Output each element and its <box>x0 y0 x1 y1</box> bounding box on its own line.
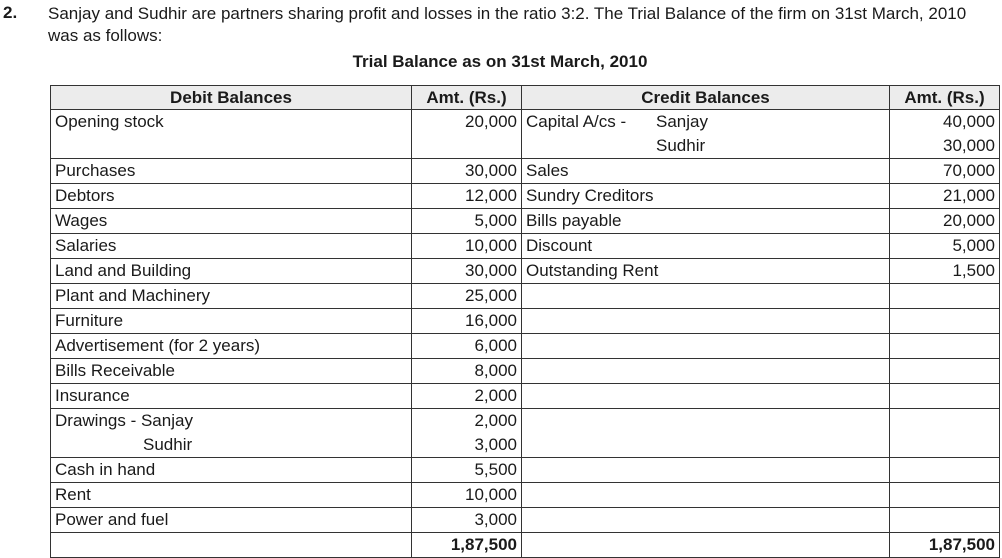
debit-amount-cell: 30,000 <box>412 259 522 284</box>
credit-amount-cell: 1,500 <box>890 259 1000 284</box>
table-row <box>51 458 1000 483</box>
credit-cell-empty <box>522 359 890 384</box>
debit-cell: Debtors <box>51 184 412 209</box>
capital-amount-cell <box>890 110 1000 159</box>
question-number: 2. <box>3 3 18 22</box>
credit-amount-cell-empty <box>890 508 1000 533</box>
table-caption-text: Trial Balance as on 31st March, 2010 <box>352 52 648 71</box>
table-row <box>51 110 1000 159</box>
debit-amount-cell: 8,000 <box>412 359 522 384</box>
question-text: Sanjay and Sudhir are partners sharing profit and losses in the ratio 3:2. The Trial Balance of the firm on 31st March, 2010 was as follows: <box>48 4 967 45</box>
table-row <box>51 259 1000 284</box>
debit-cell: Rent <box>51 483 412 508</box>
credit-amount-cell-empty <box>890 284 1000 309</box>
debit-amount-cell: 5,000 <box>412 209 522 234</box>
total-label-empty <box>51 533 412 558</box>
drawings-label: Drawings - Sanjay <box>55 411 193 430</box>
table-row <box>51 334 1000 359</box>
total-credit-label-empty <box>522 533 890 558</box>
table-row <box>51 184 1000 209</box>
credit-amount-cell-empty <box>890 483 1000 508</box>
table-row <box>51 159 1000 184</box>
debit-cell: Advertisement (for 2 years) <box>51 334 412 359</box>
debit-cell: Insurance <box>51 384 412 409</box>
credit-cell-empty <box>522 409 890 458</box>
credit-amount-cell-empty <box>890 334 1000 359</box>
capital-partner-1: Sanjay <box>656 112 708 131</box>
debit-cell: Opening stock <box>51 110 412 159</box>
header-debit-amount: Amt. (Rs.) <box>412 86 522 110</box>
drawings-amount-2: 3,000 <box>474 435 517 454</box>
credit-cell-empty <box>522 508 890 533</box>
credit-amount-cell: 5,000 <box>890 234 1000 259</box>
debit-amount-cell: 2,000 <box>412 384 522 409</box>
debit-cell: Furniture <box>51 309 412 334</box>
totals-row <box>51 533 1000 558</box>
table-caption <box>0 52 1002 72</box>
table-row <box>51 409 1000 458</box>
credit-cell: Sales <box>522 159 890 184</box>
credit-cell: Discount <box>522 234 890 259</box>
capital-amount-1: 40,000 <box>943 112 995 131</box>
capital-label: Capital A/cs - <box>526 112 627 131</box>
capital-cell <box>522 110 890 159</box>
debit-cell: Bills Receivable <box>51 359 412 384</box>
credit-cell: Sundry Creditors <box>522 184 890 209</box>
debit-cell: Plant and Machinery <box>51 284 412 309</box>
credit-cell-empty <box>522 483 890 508</box>
drawings-partner-2: Sudhir <box>143 435 193 454</box>
debit-amount-cell: 30,000 <box>412 159 522 184</box>
table-row <box>51 209 1000 234</box>
table-row <box>51 284 1000 309</box>
debit-amount-cell: 20,000 <box>412 110 522 159</box>
debit-amount-cell: 25,000 <box>412 284 522 309</box>
table-row <box>51 359 1000 384</box>
credit-cell-empty <box>522 284 890 309</box>
table-row <box>51 384 1000 409</box>
debit-amount-cell: 12,000 <box>412 184 522 209</box>
credit-cell-empty <box>522 458 890 483</box>
debit-amount-cell: 6,000 <box>412 334 522 359</box>
credit-cell-empty <box>522 384 890 409</box>
debit-cell: Salaries <box>51 234 412 259</box>
credit-cell-empty <box>522 334 890 359</box>
debit-amount-cell: 10,000 <box>412 234 522 259</box>
debit-amount-cell: 5,500 <box>412 458 522 483</box>
drawings-amount-1: 2,000 <box>474 411 517 430</box>
credit-amount-cell-empty <box>890 359 1000 384</box>
capital-amount-2: 30,000 <box>943 136 995 155</box>
debit-amount-cell: 10,000 <box>412 483 522 508</box>
credit-amount-cell: 70,000 <box>890 159 1000 184</box>
credit-amount-cell-empty <box>890 458 1000 483</box>
credit-amount-cell-empty <box>890 309 1000 334</box>
credit-amount-cell: 21,000 <box>890 184 1000 209</box>
table-row <box>51 309 1000 334</box>
debit-cell: Cash in hand <box>51 458 412 483</box>
drawings-cell <box>51 409 412 458</box>
capital-partner-2: Sudhir <box>656 136 706 155</box>
credit-cell: Outstanding Rent <box>522 259 890 284</box>
debit-amount-cell: 16,000 <box>412 309 522 334</box>
table-row <box>51 234 1000 259</box>
credit-amount-cell-empty <box>890 384 1000 409</box>
trial-balance-table <box>50 85 1000 558</box>
header-row <box>51 86 1000 110</box>
credit-cell-empty <box>522 309 890 334</box>
credit-amount-cell: 20,000 <box>890 209 1000 234</box>
debit-cell: Wages <box>51 209 412 234</box>
debit-cell: Land and Building <box>51 259 412 284</box>
debit-total: 1,87,500 <box>412 533 522 558</box>
credit-total: 1,87,500 <box>890 533 1000 558</box>
header-credit-amount: Amt. (Rs.) <box>890 86 1000 110</box>
debit-amount-cell: 3,000 <box>412 508 522 533</box>
drawings-amount-cell <box>412 409 522 458</box>
header-debit: Debit Balances <box>51 86 412 110</box>
debit-cell: Purchases <box>51 159 412 184</box>
table-row <box>51 508 1000 533</box>
debit-cell: Power and fuel <box>51 508 412 533</box>
table-row <box>51 483 1000 508</box>
header-credit: Credit Balances <box>522 86 890 110</box>
credit-amount-cell-empty <box>890 409 1000 458</box>
credit-cell: Bills payable <box>522 209 890 234</box>
